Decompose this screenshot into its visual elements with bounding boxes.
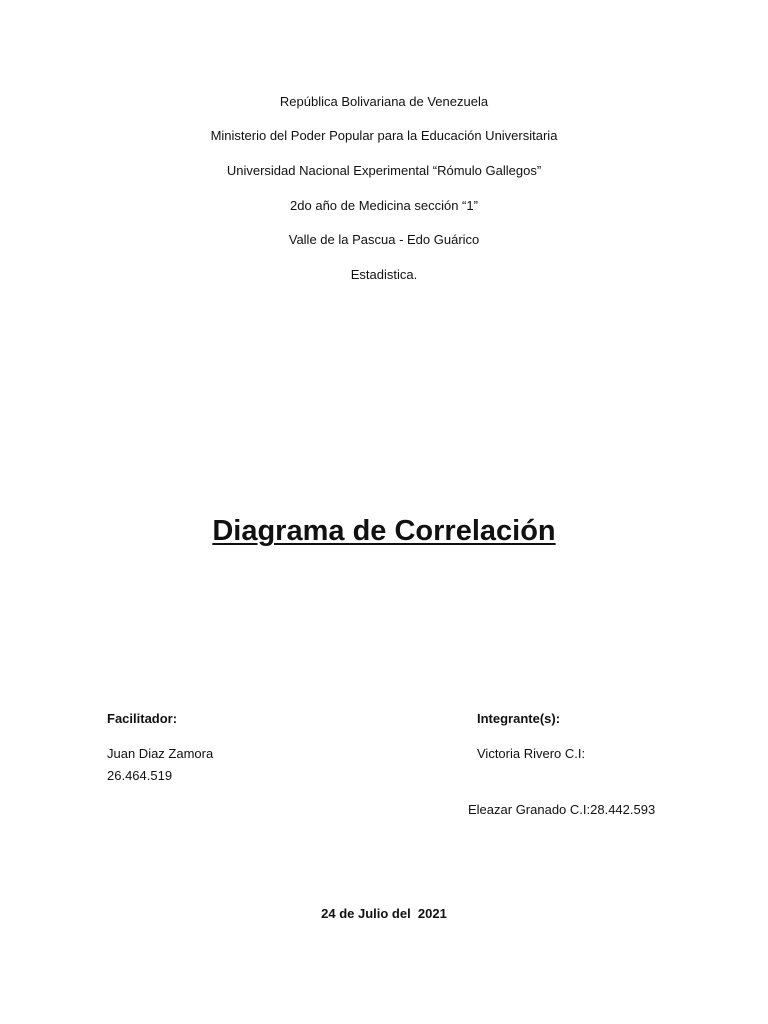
header-country: República Bolivariana de Venezuela [279, 94, 489, 109]
member-item: Eleazar Granado C.I:28.442.593 [468, 802, 656, 817]
document-date: 24 de Julio del 2021 [321, 906, 447, 921]
facilitator-label: Facilitador: [107, 711, 178, 726]
document-title [0, 513, 768, 549]
document-title-text: Diagrama de Correlación [212, 515, 556, 547]
facilitator-name: Juan Diaz Zamora [107, 746, 214, 761]
header-location: Valle de la Pascua - Edo Guárico [288, 232, 480, 247]
member-item: Victoria Rivero C.I: [477, 746, 586, 761]
members-label: Integrante(s): [477, 711, 561, 726]
header-course: 2do año de Medicina sección “1” [290, 198, 478, 213]
header-subject: Estadistica. [350, 267, 418, 282]
header-ministry: Ministerio del Poder Popular para la Educación Universitaria [210, 128, 558, 143]
header-university: Universidad Nacional Experimental “Rómulo Gallegos” [226, 163, 542, 178]
facilitator-id: 26.464.519 [107, 768, 173, 783]
